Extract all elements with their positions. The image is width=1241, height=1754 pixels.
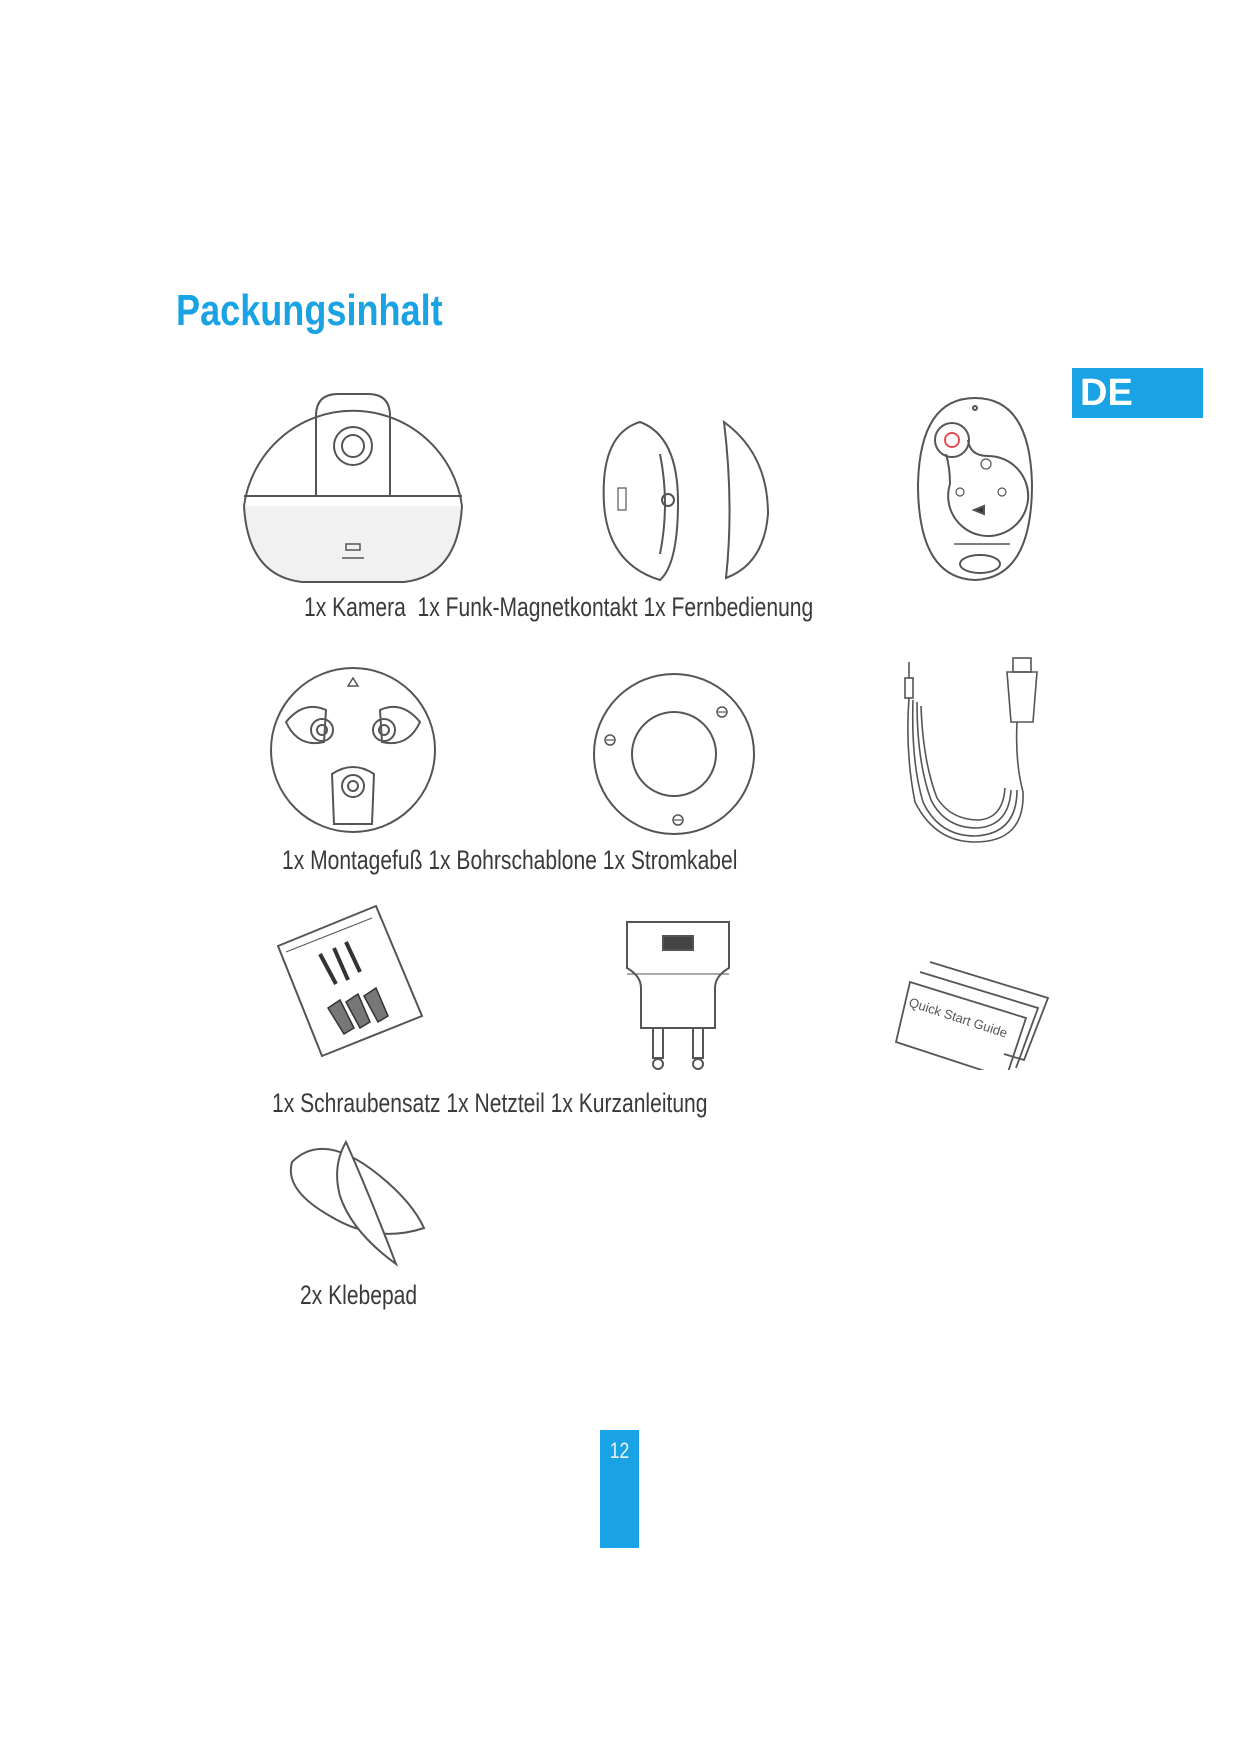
caption-row-2: 1x Montagefuß 1x Bohrschablone 1x Stromkabel <box>282 845 738 875</box>
guide-cover-text: Quick Start Guide <box>907 994 1010 1041</box>
page-title: Packungsinhalt <box>176 286 443 335</box>
mounting-base-illustration <box>264 664 442 842</box>
power-cable-illustration <box>895 652 1055 852</box>
language-tab: DE <box>1072 368 1203 418</box>
page-number: 12 <box>609 1438 630 1463</box>
quick-guide-illustration <box>894 960 1050 1070</box>
adhesive-pad-illustration <box>284 1136 434 1276</box>
drill-template-illustration <box>590 670 758 838</box>
caption-row-3: 1x Schraubensatz 1x Netzteil 1x Kurzanleitung <box>272 1088 708 1118</box>
page-number-tab <box>600 1430 639 1548</box>
power-adapter-illustration <box>623 916 733 1072</box>
caption-row-4: 2x Klebepad <box>300 1280 418 1310</box>
remote-illustration <box>910 394 1040 584</box>
magnet-contact-illustration <box>598 414 778 584</box>
screw-kit-illustration <box>276 904 426 1064</box>
camera-illustration <box>238 376 468 586</box>
caption-row-1: 1x Kamera 1x Funk-Magnetkontakt 1x Fernbedienung <box>304 592 814 622</box>
